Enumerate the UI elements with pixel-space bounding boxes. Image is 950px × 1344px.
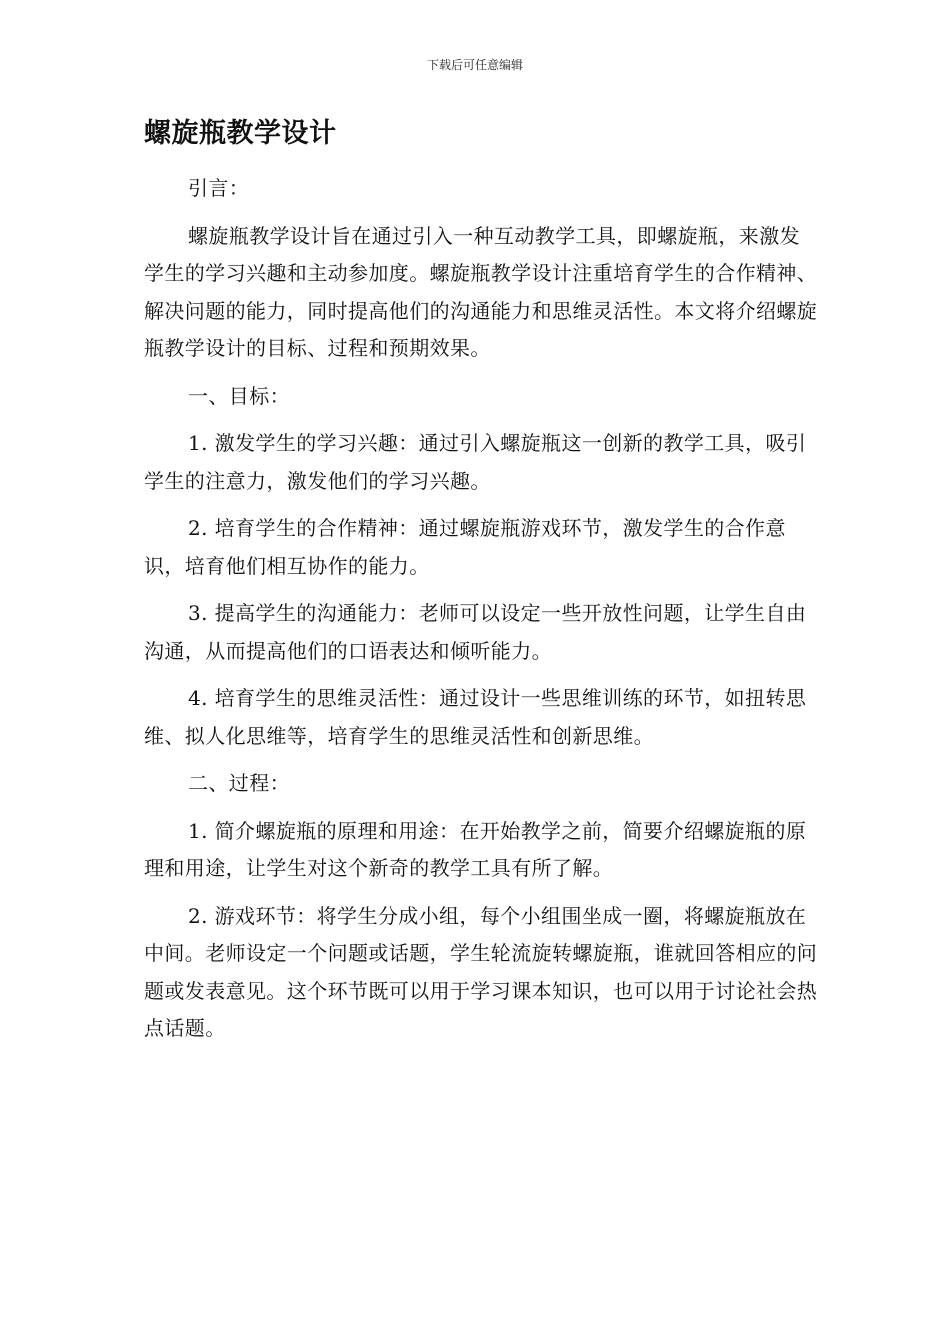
document-body xyxy=(144,170,820,1058)
intro-heading: 引言： xyxy=(188,176,250,200)
section-heading-goals: 一、目标： xyxy=(188,383,290,408)
page-header-note: 下载后可任意编辑 xyxy=(426,58,523,72)
goal-item-4: 4. 培育学生的思维灵活性：通过设计一些思维训练的环节，如扭转思维、拟人化思维等，培育学生的思维灵活性和创新思维。 xyxy=(144,686,807,748)
document-title: 螺旋瓶教学设计 xyxy=(144,118,337,149)
goal-item-1: 1. 激发学生的学习兴趣：通过引入螺旋瓶这一创新的教学工具，吸引学生的注意力，激发他们的学习兴趣。 xyxy=(144,431,807,493)
process-item-1: 1. 简介螺旋瓶的原理和用途：在开始教学之前，简要介绍螺旋瓶的原理和用途，让学生对这个新奇的教学工具有所了解。 xyxy=(144,818,807,880)
process-item-2: 2. 游戏环节：将学生分成小组，每个小组围坐成一圈，将螺旋瓶放在中间。老师设定一个问题或话题，学生轮流旋转螺旋瓶，谁就回答相应的问题或发表意见。这个环节既可以用于学习课本知识，也可以用于讨论社会热点话题。 xyxy=(144,903,818,1040)
section-heading-process: 二、过程： xyxy=(188,771,290,795)
goal-item-3: 3. 提高学生的沟通能力：老师可以设定一些开放性问题，让学生自由沟通，从而提高他们的口语表达和倾听能力。 xyxy=(144,601,807,663)
intro-paragraph: 螺旋瓶教学设计旨在通过引入一种互动教学工具，即螺旋瓶，来激发学生的学习兴趣和主动参加度。螺旋瓶教学设计注重培育学生的合作精神、解决问题的能力，同时提高他们的沟通能力和思维灵活性。本文将介绍螺旋瓶教学设计的目标、过程和预期效果。 xyxy=(144,223,818,360)
goal-item-2: 2. 培育学生的合作精神：通过螺旋瓶游戏环节，激发学生的合作意识，培育他们相互协作的能力。 xyxy=(144,516,786,578)
